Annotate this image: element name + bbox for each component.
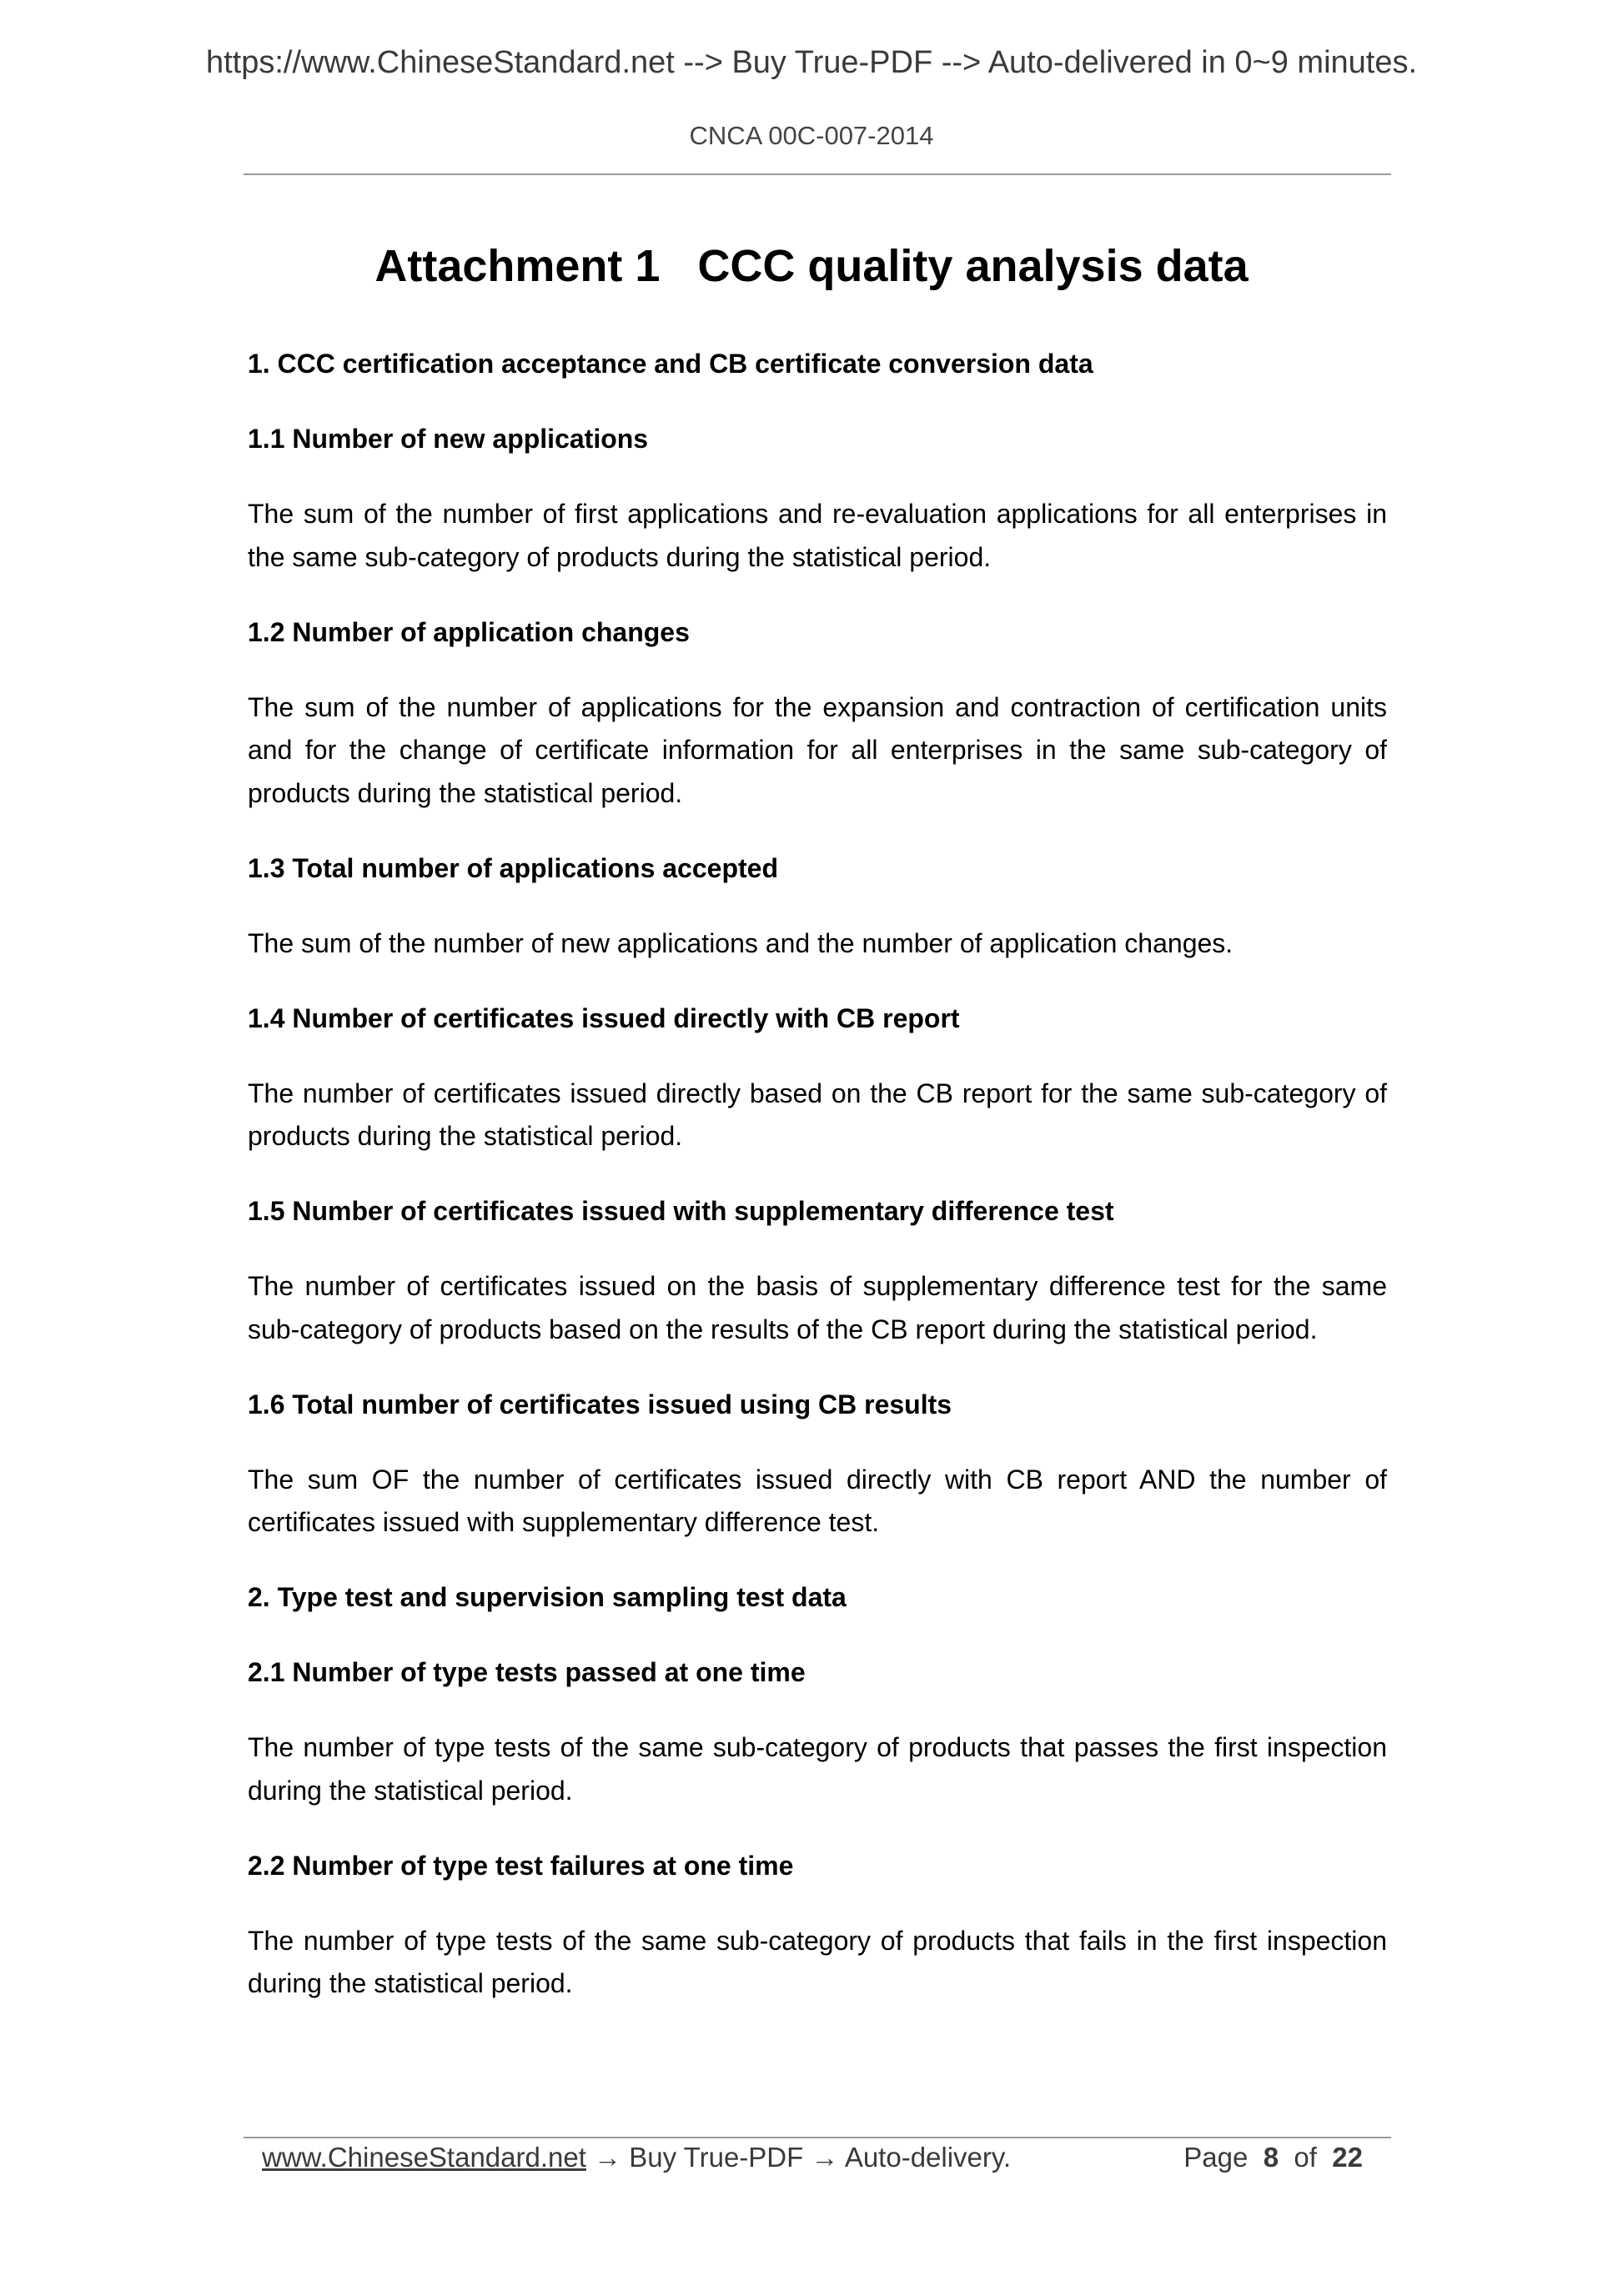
section-heading: 1.4 Number of certificates issued directly with CB report (248, 1002, 960, 1033)
paragraph: The number of certificates issued on the basis of supplementary difference test for the same sub-category of products based on the results of the CB report during the statistical period. (248, 1271, 1387, 1344)
page-label: Page (1183, 2142, 1249, 2173)
current-page: 8 (1263, 2142, 1279, 2173)
page-number (1183, 2142, 1363, 2173)
footer-tagline: → Buy True-PDF → Auto-delivery. (585, 2142, 1012, 2173)
section-heading: 1.1 Number of new applications (248, 424, 649, 454)
section-heading: 2.1 Number of type tests passed at one time (248, 1657, 806, 1687)
paragraph: The sum of the number of applications for the expansion and contraction of certification units and for the change of certificate information for all enterprises in the same sub-category of products during the statistical period. (248, 691, 1387, 808)
footer-promo (262, 2142, 1011, 2173)
section-heading: 1.3 Total number of applications accepted (248, 852, 778, 883)
section-heading: 2. Type test and supervision sampling test data (248, 1582, 847, 1612)
paragraph: The sum of the number of new applications and the number of application changes. (248, 927, 1234, 958)
page-footer (262, 2142, 1363, 2173)
paragraph: The number of type tests of the same sub-category of products that passes the first inspection during the statistical period. (248, 1732, 1387, 1806)
document-code: CNCA 00C-007-2014 (689, 121, 934, 150)
paragraph: The number of type tests of the same sub-category of products that fails in the first inspection during the statistical period. (248, 1925, 1387, 1998)
footer-site-link[interactable]: www.ChineseStandard.net (262, 2142, 586, 2173)
header-divider (244, 173, 1391, 175)
paragraph: The sum OF the number of certificates issued directly with CB report AND the number of certificates issued with supplementary difference test. (248, 1464, 1387, 1537)
section-heading: 1. CCC certification acceptance and CB certificate conversion data (248, 349, 1093, 379)
section-heading: 2.2 Number of type test failures at one time (248, 1850, 794, 1881)
of-label: of (1294, 2142, 1317, 2173)
footer-divider (244, 2137, 1391, 2138)
total-pages: 22 (1332, 2142, 1363, 2173)
document-body (248, 343, 1387, 2037)
header-banner: https://www.ChineseStandard.net --> Buy True-PDF --> Auto-delivered in 0~9 minutes. (205, 45, 1418, 80)
paragraph: The sum of the number of first applications and re-evaluation applications for all enterprises in the same sub-category of products during the statistical period. (248, 499, 1387, 572)
section-heading: 1.5 Number of certificates issued with supplementary difference test (248, 1196, 1114, 1226)
section-heading: 1.6 Total number of certificates issued using CB results (248, 1389, 952, 1419)
section-heading: 1.2 Number of application changes (248, 616, 690, 647)
page-title: Attachment 1 CCC quality analysis data (374, 241, 1249, 291)
paragraph: The number of certificates issued directly based on the CB report for the same sub-category of products during the statistical period. (248, 1078, 1387, 1151)
